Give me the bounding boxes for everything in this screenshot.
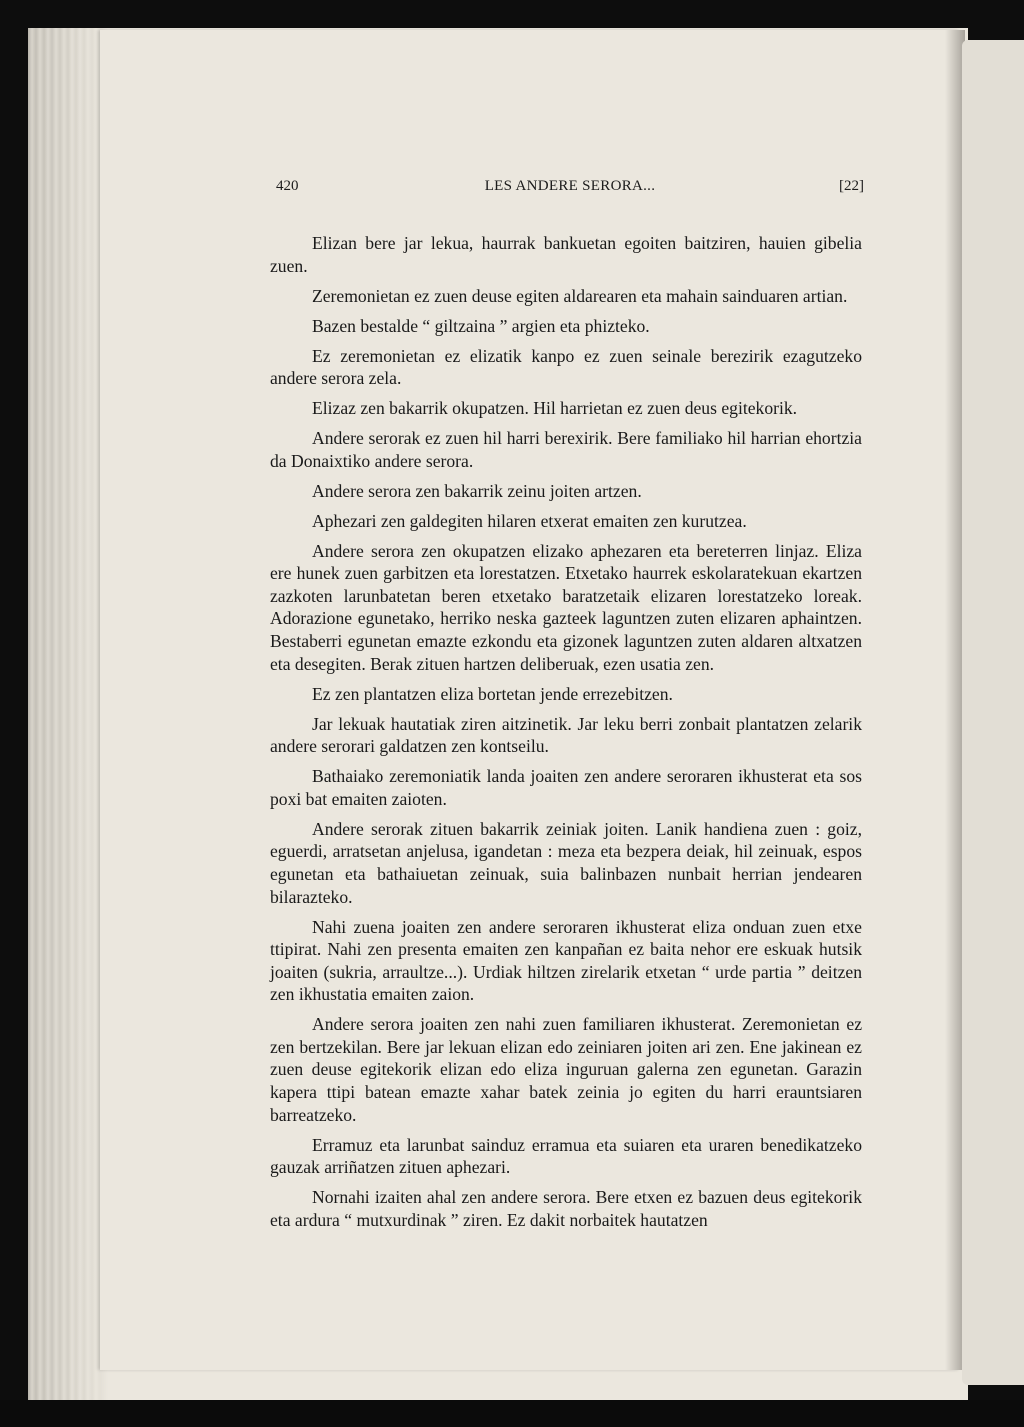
paragraph: Ez zen plantatzen eliza bortetan jende errezebitzen. bbox=[312, 683, 673, 704]
paragraph: Erramuz eta larunbat sainduz erramua eta suiaren eta uraren benedikatzeko gauzak arriñatzen zituen aphezari. bbox=[270, 1134, 862, 1178]
paragraph: Aphezari zen galdegiten hilaren etxerat emaiten zen kurutzea. bbox=[312, 510, 747, 531]
paragraph: Elizan bere jar lekua, haurrak bankuetan egoiten baitziren, hauien gibelia zuen. bbox=[270, 233, 862, 276]
scan-background bbox=[0, 1400, 1024, 1427]
page-reference: [22] bbox=[839, 178, 864, 194]
paragraph: Andere serora zen okupatzen elizako aphezaren eta bereterren linjaz. Eliza ere hunek zuen garbitzen eta lorestatzen. Etxetako haurrek eskolaratekuan ekartzen zazkoten larunbatetan beren etxetako baratzetaik elizaren lorestatzeko loreak. Adorazione egunetako, herriko neska gazteek laguntzen zuten elizaren aphaintzen. Bestaberri egunetan emazte ezkondu eta gizonek laguntzen zuten aldaren altxatzen eta desegiten. Berak zituen hartzen deliberuak, ezen usatia zen. bbox=[270, 540, 862, 674]
paragraph: Nahi zuena joaiten zen andere seroraren ikhusterat eliza onduan zuen etxe ttipirat. Nahi zen presenta emaiten zen kanpañan ez baita nehor ere eskuak hutsik joaiten (sukria, arraultze...). Urdiak hiltzen zirelarik etxetan “ urde partia ” deitzen zen ikhustatia emaiten zaion. bbox=[270, 916, 862, 1005]
body-text bbox=[270, 232, 862, 1231]
running-header bbox=[276, 178, 864, 202]
running-title: LES ANDERE SERORA... bbox=[484, 178, 656, 194]
paragraph: Ez zeremonietan ez elizatik kanpo ez zuen seinale berezirik ezagutzeko andere serora zela. bbox=[270, 345, 862, 389]
facing-page-edge bbox=[962, 40, 1024, 1385]
paragraph: Zeremonietan ez zuen deuse egiten aldarearen eta mahain sainduaren artian. bbox=[312, 285, 848, 306]
paragraph: Andere serora joaiten zen nahi zuen familiaren ikhusterat. Zeremonietan ez zen bertzekilan. Bere jar lekuan elizan edo zeiniaren joiten ari zen. Ene jakinean ez zuen deuse egitekorik elizan edo eliza inguruan galerna zen egunetan. Garazin kapera ttipi batean emazte xahar batek zeinia jo egiten du harri erauntsiaren barreatzeko. bbox=[270, 1014, 862, 1125]
paragraph: Bathaiako zeremoniatik landa joaiten zen andere seroraren ikhusterat eta sos poxi bat emaiten zaioten. bbox=[270, 766, 862, 809]
paragraph: Andere serorak zituen bakarrik zeiniak joiten. Lanik handiena zuen : goiz, eguerdi, arratsetan anjelusa, igandetan : meza eta bezpera deiak, hil zeinuak, espos egunetan eta bathaiuetan zeinuak, suia balinbazen nunbait herrian jendearen bilarazteko. bbox=[270, 818, 862, 907]
page-number: 420 bbox=[276, 178, 299, 194]
paragraph: Elizaz zen bakarrik okupatzen. Hil harrietan ez zuen deus egitekorik. bbox=[312, 398, 798, 419]
paragraph: Nornahi izaiten ahal zen andere serora. Bere etxen ez bazuen deus egitekorik eta ardura “ mutxurdinak ” ziren. Ez dakit norbaitek hautatzen bbox=[270, 1187, 862, 1230]
paragraph: Andere serorak ez zuen hil harri berexirik. Bere familiako hil harrian ehortzia da Donaixtiko andere serora. bbox=[270, 428, 862, 471]
paragraph: Jar lekuak hautatiak ziren aitzinetik. Jar leku berri zonbait plantatzen zelarik andere serorari galdatzen zen kontseilu. bbox=[270, 713, 862, 757]
paragraph: Andere serora zen bakarrik zeinu joiten artzen. bbox=[312, 480, 642, 501]
paragraph: Bazen bestalde “ giltzaina ” argien eta phizteko. bbox=[312, 315, 650, 336]
